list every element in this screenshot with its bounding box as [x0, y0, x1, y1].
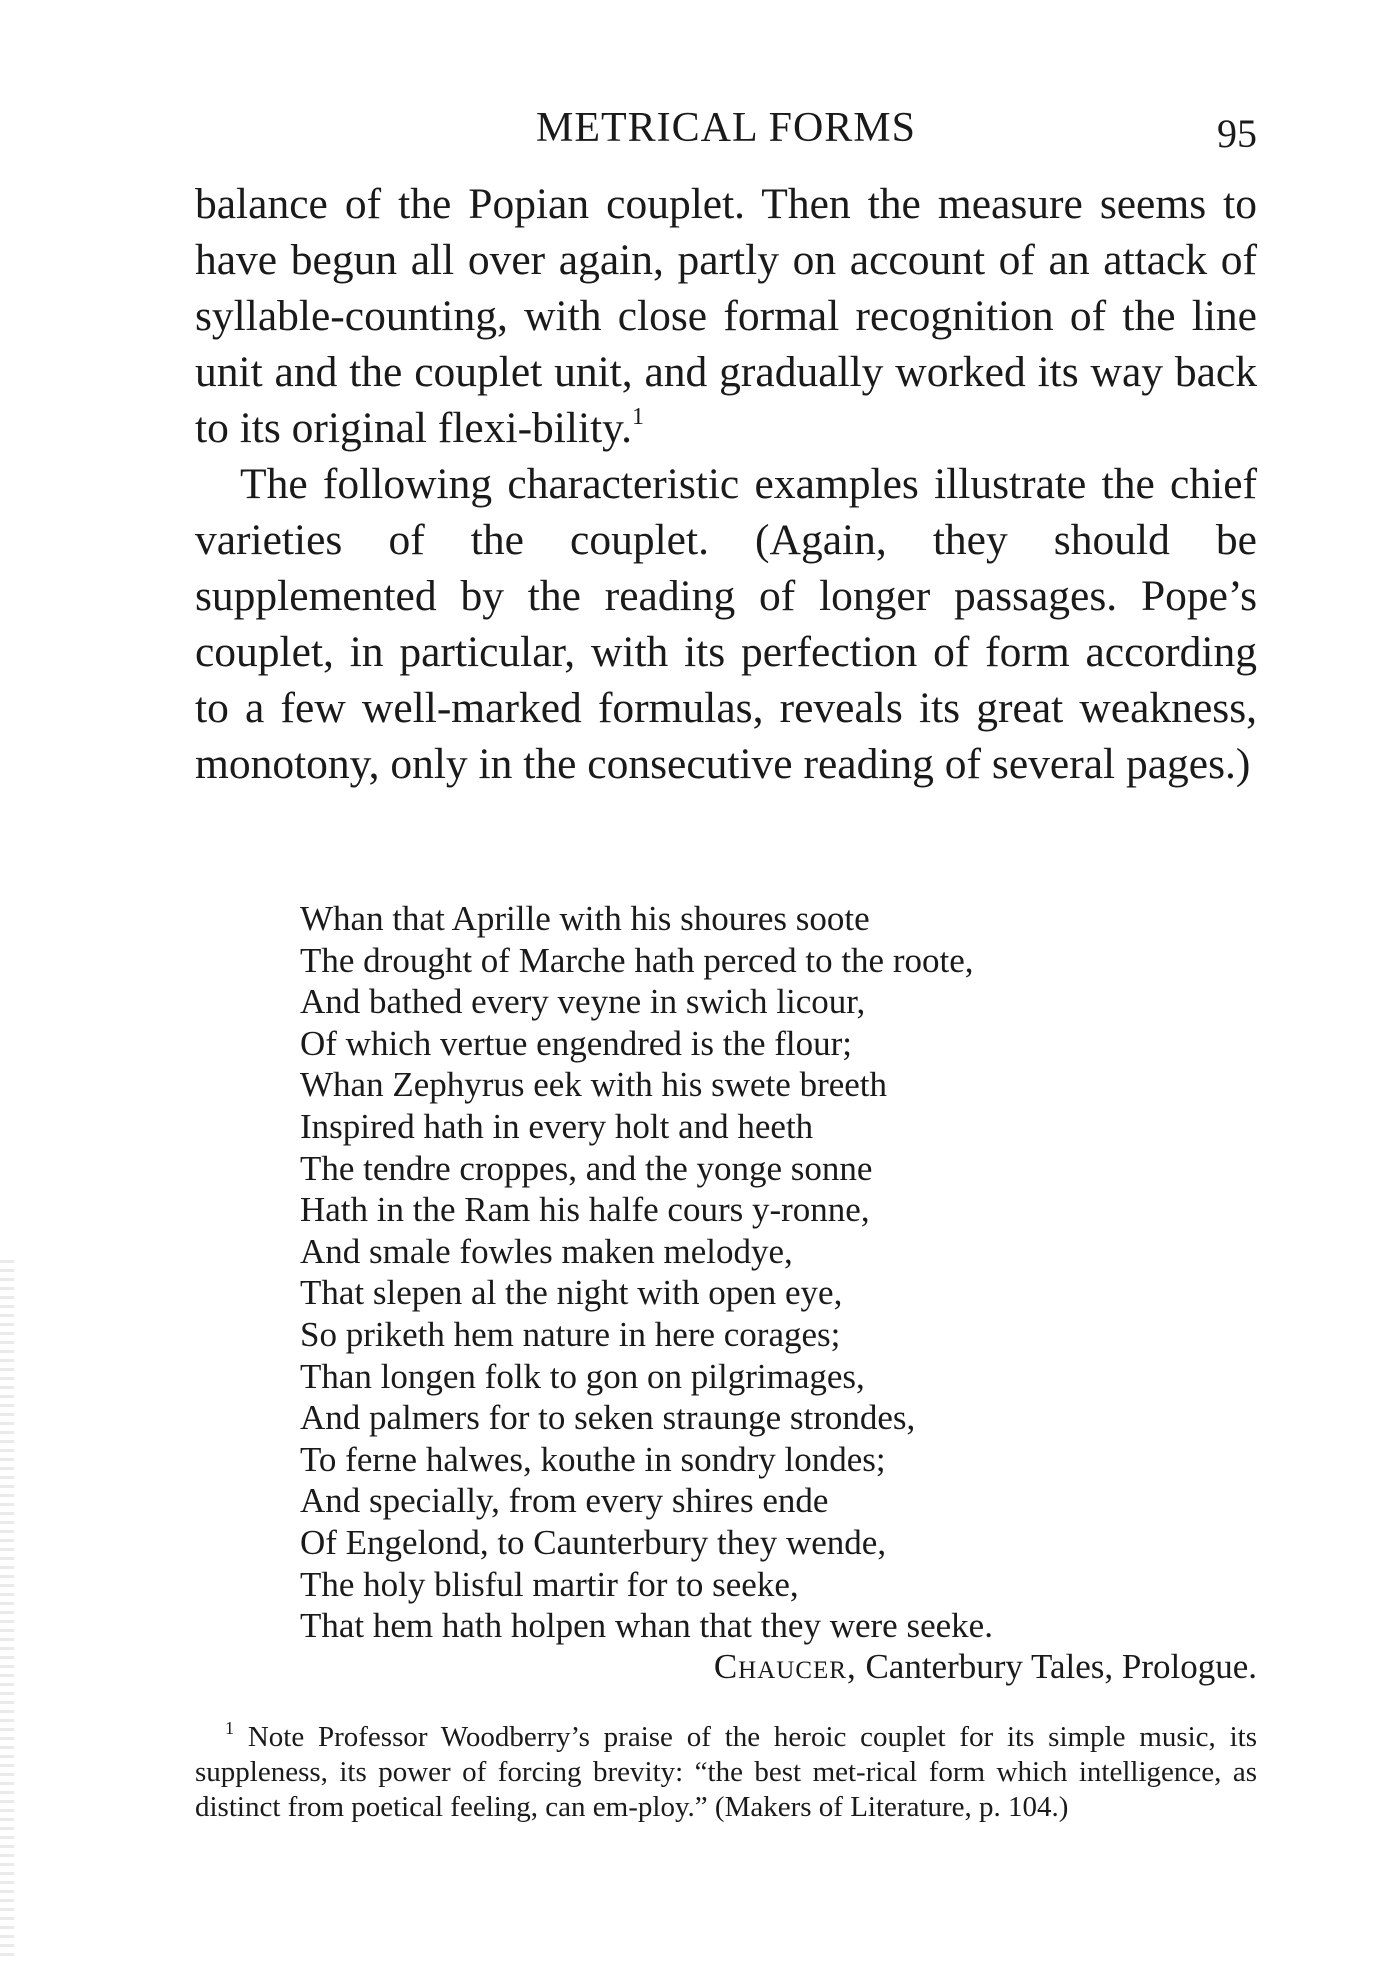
paragraph	[195, 176, 1257, 456]
poem-line: Whan that Aprille with his shoures soote	[300, 899, 870, 938]
footnote-ref: 1	[631, 404, 644, 430]
footnote-marker: 1	[225, 1718, 234, 1738]
poem-line: Whan Zephyrus eek with his swete breeth	[300, 1065, 888, 1105]
page-header	[195, 98, 1257, 158]
page-number: 95	[1217, 111, 1257, 156]
poem-line: Hath in the Ram his halfe cours y-ronne,	[300, 1190, 870, 1230]
poem-line: That slepen al the night with open eye,	[300, 1273, 843, 1313]
poem-line: Than longen folk to gon on pilgrimages,	[300, 1356, 865, 1396]
poem-line: The drought of Marche hath perced to the roote,	[300, 940, 974, 980]
poem-line: The tendre croppes, and the yonge sonne	[300, 1148, 873, 1188]
attribution-work: Canterbury Tales, Prologue.	[865, 1647, 1257, 1686]
poem-line: And smale fowles maken melodye,	[300, 1231, 793, 1271]
paragraph-text: balance of the Popian couplet. Then the measure seems to have begun all over again, partly on account of an attack of syllable-counting, with close formal recognition of the line unit and the couplet unit, and gradually worked its way back to its original flexi-bility.	[195, 180, 1257, 452]
poem-line: And palmers for to seken straunge strondes,	[300, 1398, 916, 1438]
poem-line: To ferne halwes, kouthe in sondry londes;	[300, 1439, 886, 1479]
poem-line: And specially, from every shires ende	[300, 1481, 829, 1521]
poem-line: And bathed every veyne in swich licour,	[300, 982, 866, 1022]
poem-line: Inspired hath in every holt and heeth	[300, 1106, 814, 1146]
poem-line: So priketh hem nature in here corages;	[300, 1314, 841, 1354]
footnote	[195, 1720, 1257, 1825]
poem-line: That hem hath holpen whan that they were seeke.	[300, 1606, 993, 1646]
running-head: METRICAL FORMS	[535, 105, 916, 151]
body-text	[195, 176, 1257, 792]
poem-line: Of Engelond, to Caunterbury they wende,	[300, 1522, 887, 1562]
poem-attribution	[714, 1645, 1257, 1689]
poem-line: The holy blisful martir for to seeke,	[300, 1564, 799, 1604]
page-edge-shadow	[0, 1260, 14, 1960]
footnote-text: Note Professor Woodberry’s praise of the heroic couplet for its simple music, its suppleness, its power of forcing brevity: “the best met-rical form which intelligence, as distinct from poetical feeling, can em-ploy.” (Makers of Literature, p. 104.)	[195, 1721, 1258, 1823]
poem-line: Of which vertue engendred is the flour;	[300, 1023, 853, 1063]
attribution-author: Chaucer,	[713, 1647, 857, 1686]
paragraph: The following characteristic examples illustrate the chief varieties of the couplet. (Again, they should be supplemented by the reading of longer passages. Pope’s couplet, in particular, with its perfection of form according to a few well-marked formulas, reveals its great weakness, monotony, only in the consecutive reading of several pages.)	[195, 460, 1257, 788]
poem-quotation	[300, 898, 1260, 1647]
